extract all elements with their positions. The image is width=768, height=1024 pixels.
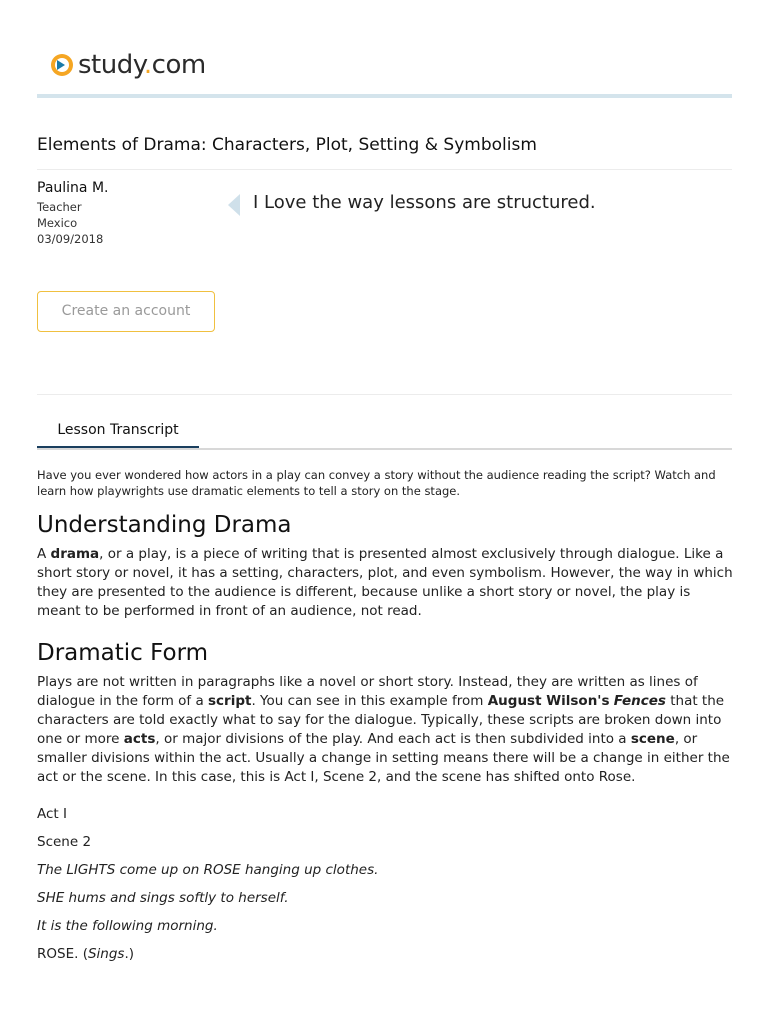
logo-wordmark: study.com (78, 50, 206, 80)
testimonial-author (37, 180, 108, 247)
testimonial-quote: I Love the way lessons are structured. (253, 192, 596, 213)
page-title: Elements of Drama: Characters, Plot, Setting & Symbolism (37, 135, 537, 155)
script-dialogue-rose: ROSE. (Sings.) (37, 946, 135, 962)
reviewer-location: Mexico (37, 216, 78, 230)
script-scene: Scene 2 (37, 834, 92, 850)
stage-direction: It is the following morning. (37, 918, 218, 934)
paragraph-dramatic-form: Plays are not written in paragraphs like a novel or short story. Instead, they are written as lines of dialogue in the form of a script. You can see in this example from August Wilson's Fences that the characters are told exactly what to say for the dialogue. Typically, these scripts are broken down into one or more acts, or major divisions of the play. And each act is then subdivided into a scene, or smaller divisions within the act. Usually a change in setting means there will be a change in either the act or the scene. In this case, this is Act I, Scene 2, and the scene has shifted onto Rose. (37, 674, 730, 785)
script-act: Act I (37, 806, 67, 822)
review-date: 03/09/2018 (37, 232, 104, 246)
header-divider (37, 94, 732, 98)
transcript-intro: Have you ever wondered how actors in a play can convey a story without the audience reading the script? Watch and learn how playwrights use dramatic elements to tell a story on the stage. (37, 468, 716, 498)
create-account-button[interactable]: Create an account (37, 291, 215, 332)
stage-direction: The LIGHTS come up on ROSE hanging up clothes. (37, 862, 379, 878)
reviewer-role: Teacher (37, 200, 82, 214)
title-divider (37, 169, 732, 170)
stage-direction: SHE hums and sings softly to herself. (37, 890, 289, 906)
section-heading-understanding-drama: Understanding Drama (37, 512, 292, 538)
study-logo[interactable] (51, 50, 206, 80)
transcript-content (37, 468, 735, 973)
section-divider (37, 394, 732, 395)
section-heading-dramatic-form: Dramatic Form (37, 640, 209, 666)
reviewer-name: Paulina M. (37, 180, 109, 196)
tab-lesson-transcript[interactable]: Lesson Transcript (37, 422, 199, 449)
quote-pointer-icon (228, 194, 240, 216)
play-circle-icon (51, 54, 73, 76)
paragraph-understanding-drama: A drama, or a play, is a piece of writing that is presented almost exclusively through dialogue. Like a short story or novel, it has a setting, characters, plot, and even symbolism. However, the way in which they are presented to the audience is different, because unlike a short story or novel, the play is meant to be performed in front of an audience, not read. (37, 546, 733, 619)
tab-underline (37, 448, 732, 450)
